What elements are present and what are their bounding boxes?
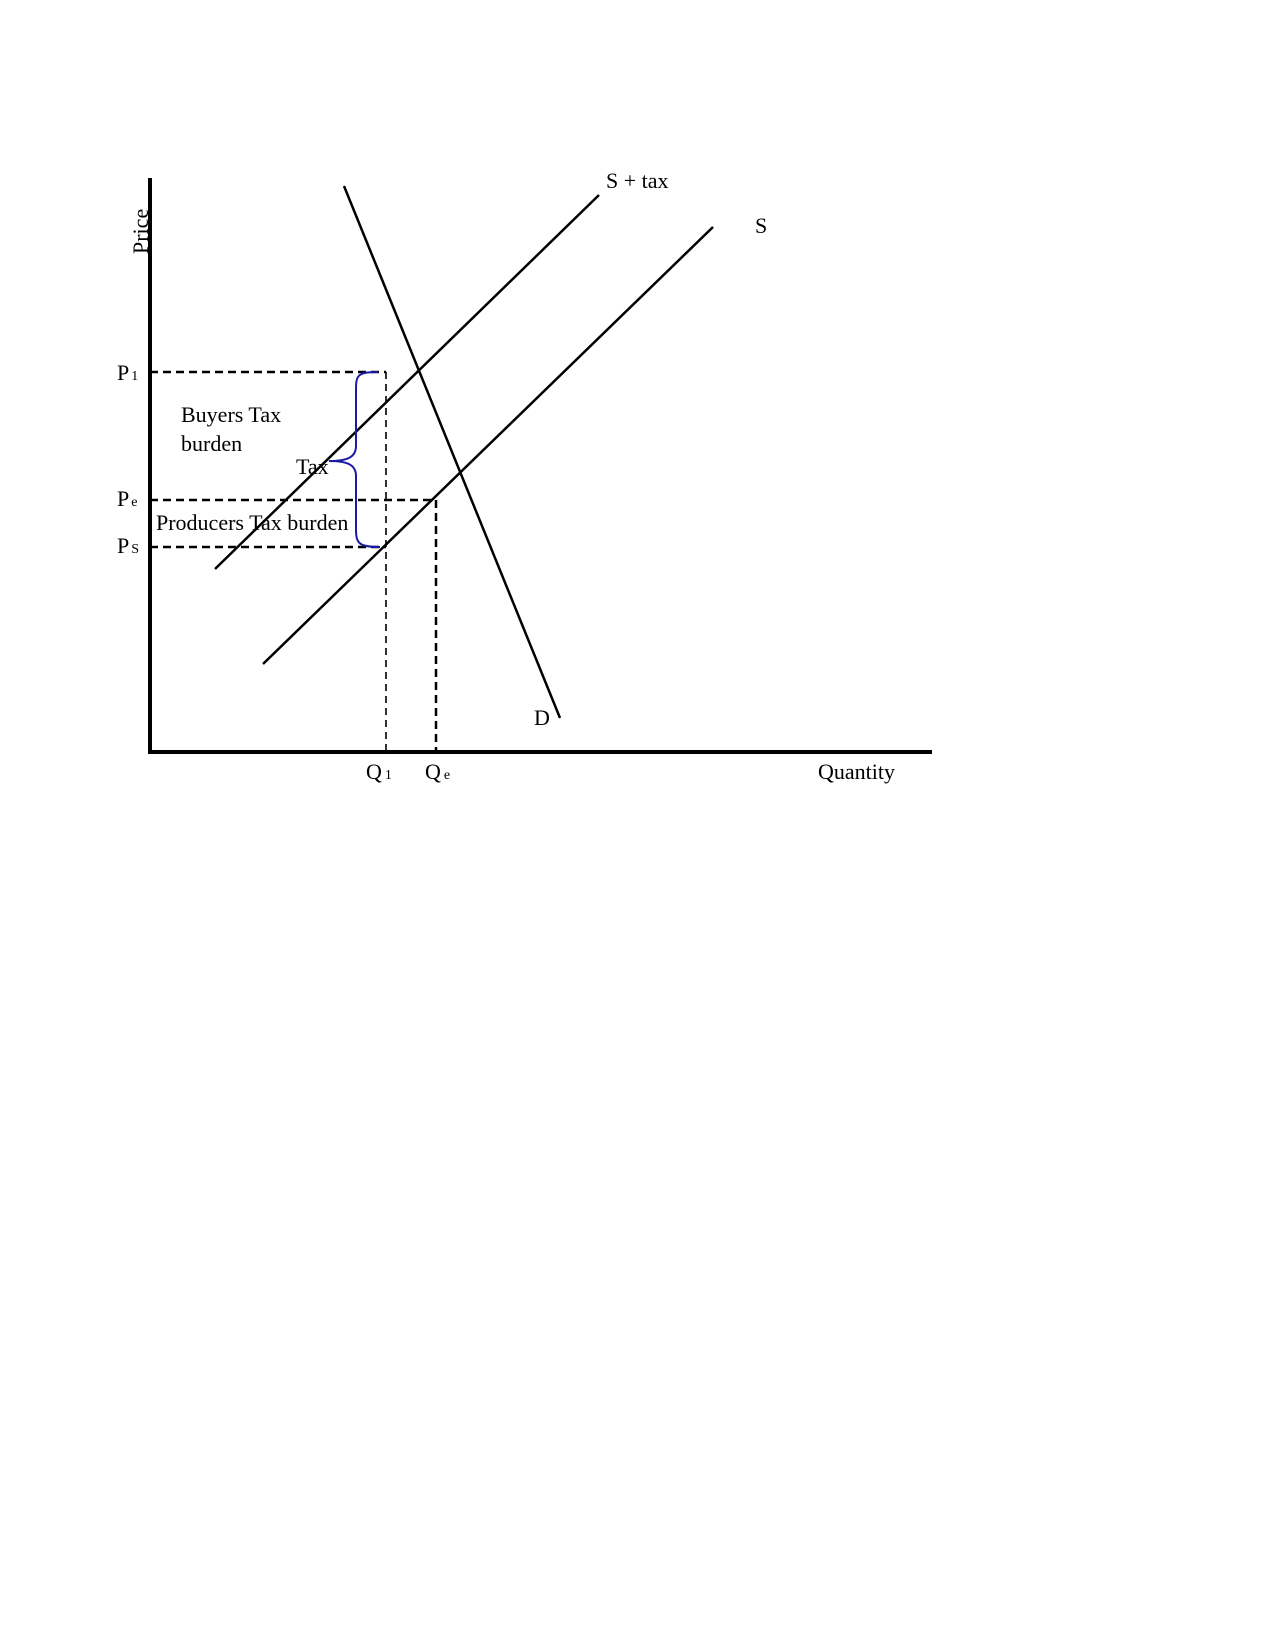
price-label-ps-sub: S	[131, 542, 140, 557]
tax-label: Tax	[296, 454, 329, 479]
quantity-label-qe	[425, 759, 450, 784]
price-label-p1-base: P	[117, 360, 130, 385]
quantity-label-q1-sub: 1	[384, 768, 392, 783]
supply-label: S	[755, 213, 768, 238]
price-label-p1-sub: 1	[131, 369, 139, 384]
price-label-pe-base: P	[117, 486, 130, 511]
supply-curve	[263, 227, 713, 664]
price-label-pe	[117, 486, 137, 511]
quantity-label-q1	[366, 759, 392, 784]
demand-label: D	[534, 705, 550, 730]
y-axis-label: Price	[128, 208, 153, 254]
quantity-label-qe-sub: e	[443, 768, 451, 783]
x-axis-label: Quantity	[818, 759, 895, 784]
supply-plus-tax-label: S + tax	[606, 168, 669, 193]
quantity-label-q1-base: Q	[366, 759, 382, 784]
buyers-tax-burden-line2: burden	[181, 431, 243, 456]
price-label-ps-base: P	[117, 533, 130, 558]
price-label-ps	[117, 533, 139, 558]
quantity-label-qe-base: Q	[425, 759, 441, 784]
buyers-tax-burden-line1: Buyers Tax	[181, 402, 282, 427]
price-label-p1	[117, 360, 138, 385]
price-label-pe-sub: e	[131, 495, 138, 510]
producers-tax-burden: Producers Tax burden	[156, 510, 349, 535]
